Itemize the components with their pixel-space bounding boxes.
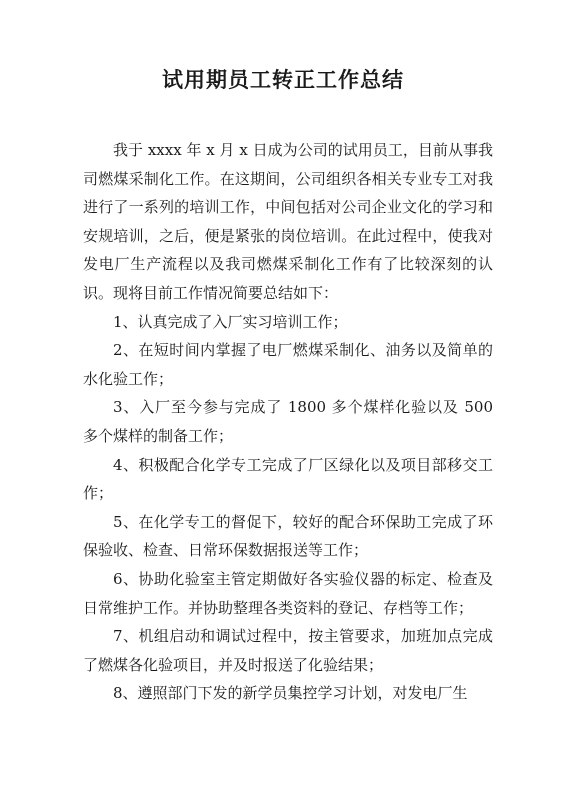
- document-body: [83, 136, 493, 708]
- paragraph-intro: 我于 xxxx 年 x 月 x 日成为公司的试用员工，目前从事我司燃煤采制化工作。在这期间，公司组织各相关专业专工对我进行了一系列的培训工作，中间包括对公司企业文化的学习和安规培训，之后，便是紧张的岗位培训。在此过程中，使我对发电厂生产流程以及我司燃煤采制化工作有了比较深刻的认识。现将目前工作情况简要总结如下：: [83, 141, 493, 302]
- paragraph-item-4: 4、积极配合化学专工完成了厂区绿化以及项目部移交工作；: [83, 455, 493, 503]
- document-title: 试用期员工转正工作总结: [162, 68, 404, 92]
- paragraph-item-7: 7、机组启动和调试过程中，按主管要求，加班加点完成了燃煤各化验项目，并及时报送了化验结果；: [83, 627, 493, 674]
- paragraph-item-5: 5、在化学专工的督促下，较好的配合环保助工完成了环保验收、检查、日常环保数据报送等工作；: [83, 512, 493, 560]
- paragraph-item-2: 2、在短时间内掌握了电厂燃煤采制化、油务以及简单的水化验工作；: [83, 341, 493, 388]
- paragraph-item-8: 8、遵照部门下发的新学员集控学习计划，对发电厂生: [113, 684, 468, 703]
- paragraph-item-1: 1、认真完成了入厂实习培训工作；: [113, 312, 348, 331]
- paragraph-item-6: 6、协助化验室主管定期做好各实验仪器的标定、检查及日常维护工作。并协助整理各类资料的登记、存档等工作；: [83, 569, 493, 617]
- paragraph-item-3: 3、入厂至今参与完成了 1800 多个煤样化验以及 500 多个煤样的制备工作；: [83, 398, 493, 445]
